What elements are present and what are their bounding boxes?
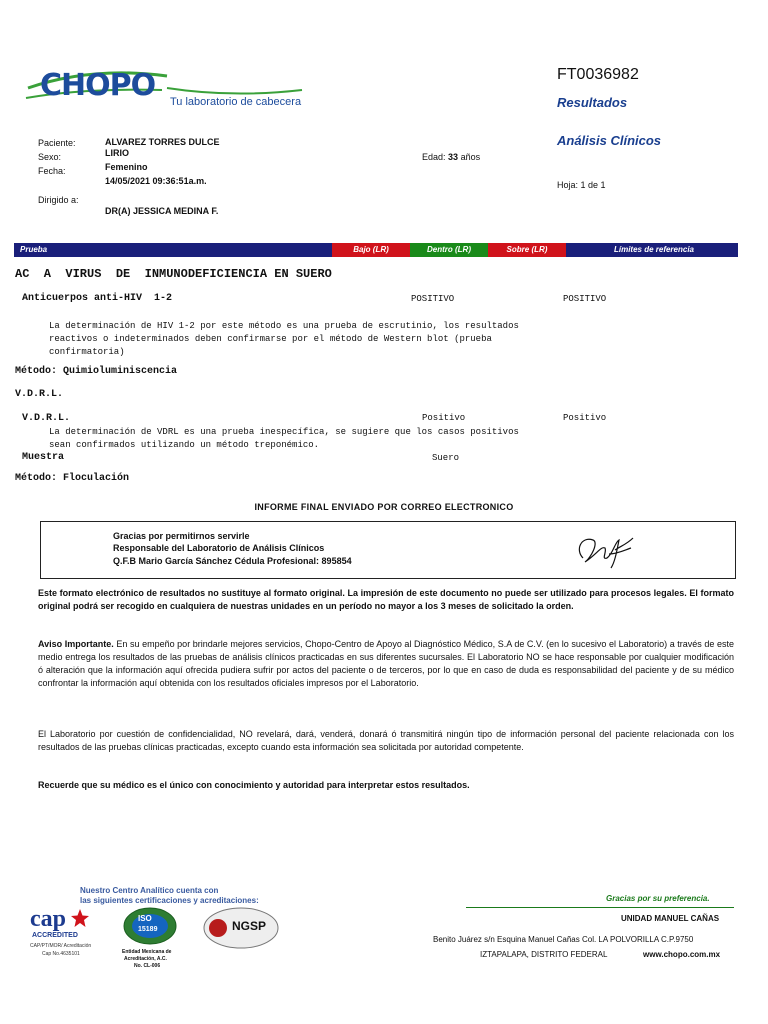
test1-result: POSITIVO — [411, 294, 455, 304]
disclaimer-p3: El Laboratorio por cuestión de confidencialidad, NO revelará, dará, venderá, donará ó transmitirá ningún tipo de información personal del paciente relacionada con los resultados de las pruebas clínicas practicadas, excepto cuando esta información sea solicitada por autoridad competente. — [38, 729, 734, 752]
cap-logo-text: cap — [30, 906, 66, 932]
muestra-label: Muestra — [22, 452, 65, 463]
col-dentro: Dentro (LR) — [410, 243, 488, 257]
cap-star-icon — [70, 908, 90, 928]
test2-result: Positivo — [422, 413, 466, 423]
signature-box — [40, 521, 736, 579]
ngsp-logo — [202, 906, 280, 950]
disclaimer-p4: Recuerde que su médico es el único con conocimiento y autoridad para interpretar estos resultados. — [38, 780, 470, 790]
cap-accredited-logo — [28, 906, 98, 960]
test1-reference: POSITIVO — [563, 294, 607, 304]
test2-reference: Positivo — [563, 413, 607, 423]
folio-number: FT0036982 — [557, 66, 639, 83]
fecha-value: 14/05/2021 09:36:51a.m. — [105, 176, 207, 186]
muestra-value: Suero — [432, 453, 460, 463]
col-limites: Límites de referencia — [613, 245, 695, 254]
footer-divider — [466, 907, 734, 908]
section-title: Resultados — [557, 95, 628, 110]
ema-caption-line3: No. CL-006 — [134, 963, 161, 969]
col-sobre: Sobre (LR) — [488, 243, 566, 257]
area-title: Análisis Clínicos — [557, 133, 662, 148]
signature-thanks: Gracias por permitirnos servirle — [113, 531, 250, 541]
col-bajo: Bajo (LR) — [332, 243, 410, 257]
footer-unit: UNIDAD MANUEL CAÑAS — [621, 914, 720, 923]
ema-caption-line1: Entidad Mexicana de — [122, 949, 172, 955]
dirigido-value: DR(A) JESSICA MEDINA F. — [105, 206, 219, 216]
cert-heading-line2: las siguientes certificaciones y acreditaciones: — [80, 896, 259, 905]
cap-caption-line2: Cap No.4635101 — [42, 951, 80, 957]
handwritten-signature-icon — [571, 528, 641, 572]
final-report-notice: INFORME FINAL ENVIADO POR CORREO ELECTRONICO — [254, 502, 514, 512]
ema-caption-line2: Acreditación, A.C. — [124, 956, 167, 962]
edad-row — [422, 152, 480, 162]
paciente-label: Paciente: — [38, 138, 76, 148]
iso-number: 15189 — [138, 926, 158, 933]
fecha-label: Fecha: — [38, 166, 66, 176]
edad-label: Edad: — [422, 152, 446, 162]
cap-accredited-label: ACCREDITED — [32, 932, 78, 939]
dirigido-label: Dirigido a: — [38, 195, 79, 205]
signature-responsible: Responsable del Laboratorio de Análisis Clínicos — [113, 543, 325, 553]
method2: Método: Floculación — [15, 473, 130, 484]
results-column-header — [14, 243, 738, 257]
method1: Método: Quimioluminiscencia — [15, 366, 178, 377]
paciente-name-line2: LIRIO — [105, 148, 129, 158]
disclaimer-p1: Este formato electrónico de resultados no sustituye al formato original. La impresión de este documento no puede ser utilizado para procesos legales. El formato original podrá ser recogido en cualquiera de nuestras unidades en un período no mayor a los 3 meses de solicitado la orden. — [38, 588, 734, 611]
section2-title: V.D.R.L. — [15, 389, 64, 400]
ngsp-label: NGSP — [232, 919, 267, 933]
signature-signer: Q.F.B Mario García Sánchez Cédula Profesional: 895854 — [113, 556, 352, 566]
col-prueba: Prueba — [20, 245, 48, 254]
footer-address: Benito Juárez s/n Esquina Manuel Cañas Col. LA POLVORILLA C.P.9750 — [433, 935, 694, 944]
cert-heading-line1: Nuestro Centro Analítico cuenta con — [80, 886, 219, 895]
hoja-indicator: Hoja: 1 de 1 — [557, 180, 606, 190]
cap-caption-line1: CAP/PT/MOR/ Acreditación — [30, 943, 92, 949]
test2-name: V.D.R.L. — [22, 413, 71, 424]
paciente-name-line1: ALVAREZ TORRES DULCE — [105, 137, 220, 147]
iso-label: ISO — [138, 914, 152, 923]
disclaimer-p2 — [38, 638, 734, 690]
footer-website-link[interactable]: www.chopo.com.mx — [643, 950, 721, 959]
test1-name: Anticuerpos anti-HIV 1-2 — [22, 293, 173, 304]
edad-unit: años — [460, 152, 481, 162]
test1-note-line1: La determinación de HIV 1-2 por este método es una prueba de escrutinio, los resultados — [49, 321, 519, 331]
section1-title: AC A VIRUS DE INMUNODEFICIENCIA EN SUERO — [15, 267, 332, 281]
aviso-label: Aviso Importante. — [38, 639, 114, 649]
sexo-label: Sexo: — [38, 152, 62, 162]
ema-iso-logo — [118, 906, 182, 970]
test1-note-line3: confirmatoria) — [49, 347, 125, 357]
brand-tagline: Tu laboratorio de cabecera — [170, 96, 302, 108]
aviso-text: En su empeño por brindarle mejores servicios, Chopo-Centro de Apoyo al Diagnóstico Médico, S.A de C.V. (en lo sucesivo el Laboratorio) a través de este medio entrega los resultados de las pruebas de análisis clínicos practicadas en sus diferentes sucursales. El Laboratorio NO se hace responsable por cualquier modificación ó alteración que la información aquí ofrecida pudiera sufrir por actos del paciente o de terceros, por lo que en caso de duda es responsabilidad del paciente y de su médico confrontar la información aquí obtenida con los resultados oficiales impresos por el Laboratorio. — [38, 639, 734, 688]
footer-thanks: Gracias por su preferencia. — [606, 894, 710, 903]
sexo-value: Femenino — [105, 162, 148, 172]
footer-city: IZTAPALAPA, DISTRITO FEDERAL — [480, 950, 608, 959]
brand-name: CHOPO — [40, 68, 156, 103]
test1-note-line2: reactivos o indeterminados deben confirmarse por el método de Western blot (prueba — [49, 334, 492, 344]
test2-note-line1: La determinación de VDRL es una prueba inespecífica, se sugiere que los casos positivos — [49, 427, 519, 437]
chopo-logo — [22, 58, 312, 118]
test2-note-line2: sean confirmados utilizando un método treponémico. — [49, 440, 320, 450]
edad-value: 33 — [448, 152, 459, 162]
